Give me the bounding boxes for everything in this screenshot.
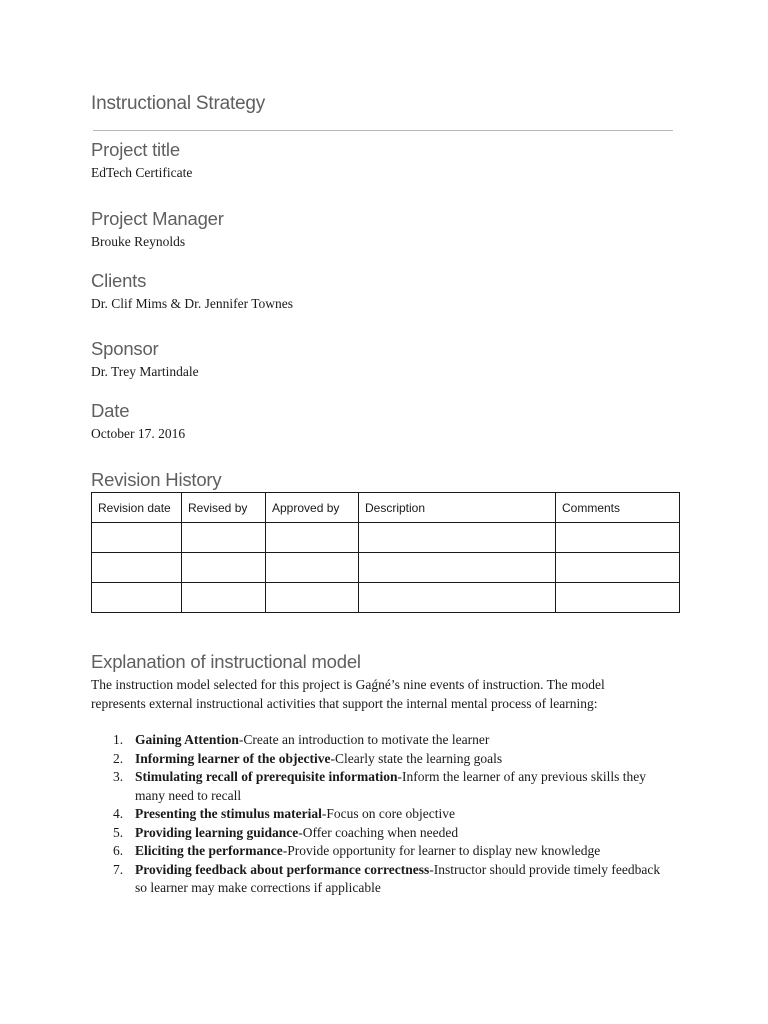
- list-item-description: -Provide opportunity for learner to display new knowledge: [282, 843, 601, 858]
- table-row: [92, 523, 680, 553]
- table-cell: [359, 523, 556, 553]
- column-header-revision-date: Revision date: [92, 493, 182, 523]
- list-item-term: Eliciting the performance: [135, 843, 283, 858]
- instructional-model-intro: The instruction model selected for this project is Gaǵné’s nine events of instruction. The model represents external instructional activities that support the internal mental process of learning:: [91, 677, 605, 711]
- project-manager-value: Brouke Reynolds: [91, 234, 186, 249]
- list-item: [91, 731, 671, 750]
- title-divider: [93, 130, 673, 131]
- table-header-row: [92, 493, 680, 523]
- list-item-number: 7.: [113, 861, 124, 877]
- list-item-description: -Clearly state the learning goals: [330, 750, 503, 766]
- list-item-number: 4.: [113, 806, 124, 821]
- table-cell: [182, 583, 266, 613]
- revision-history-table: [91, 492, 680, 613]
- table-cell: [266, 553, 359, 583]
- project-title-heading: Project title: [91, 139, 180, 160]
- clients-heading: Clients: [91, 270, 147, 291]
- list-item-term: Providing feedback about performance correctness: [135, 861, 430, 877]
- list-item: [91, 805, 671, 824]
- table-cell: [182, 523, 266, 553]
- list-item-term: Stimulating recall of prerequisite information: [135, 769, 398, 784]
- sponsor-heading: Sponsor: [91, 338, 159, 359]
- table-row: [92, 553, 680, 583]
- table-cell: [92, 553, 182, 583]
- list-item-description: -Offer coaching when needed: [298, 824, 459, 840]
- list-item: [91, 842, 671, 861]
- table-cell: [556, 523, 680, 553]
- instructional-model-heading: Explanation of instructional model: [91, 651, 361, 672]
- list-item-number: 1.: [113, 732, 124, 747]
- table-cell: [359, 553, 556, 583]
- list-item: [91, 824, 671, 843]
- list-item-number: 2.: [113, 750, 124, 766]
- table-cell: [182, 553, 266, 583]
- list-item-term: Gaining Attention: [135, 732, 239, 747]
- list-item-number: 6.: [113, 843, 124, 858]
- sponsor-value: Dr. Trey Martindale: [91, 364, 199, 379]
- table-cell: [92, 583, 182, 613]
- revision-history-heading: Revision History: [91, 469, 222, 490]
- list-item-number: 5.: [113, 824, 124, 840]
- column-header-approved-by: Approved by: [266, 493, 359, 523]
- document-title: Instructional Strategy: [91, 93, 266, 114]
- project-title-value: EdTech Certificate: [91, 165, 193, 180]
- nine-events-list: [91, 731, 671, 898]
- list-item-description: -Inform the learner of any previous skills they many need to recall: [135, 769, 647, 803]
- list-item-description: -Create an introduction to motivate the learner: [238, 732, 490, 747]
- list-item-description: -Focus on core objective: [321, 806, 455, 821]
- list-item-number: 3.: [113, 769, 124, 784]
- list-item-term: Presenting the stimulus material: [135, 806, 322, 821]
- list-item: [91, 861, 671, 898]
- project-manager-heading: Project Manager: [91, 208, 224, 229]
- column-header-description: Description: [359, 493, 556, 523]
- clients-value: Dr. Clif Mims & Dr. Jennifer Townes: [91, 296, 294, 311]
- list-item: [91, 768, 671, 805]
- list-item-description: -Instructor should provide timely feedback so learner may make corrections if applicable: [135, 861, 661, 895]
- table-row: [92, 583, 680, 613]
- column-header-revised-by: Revised by: [182, 493, 266, 523]
- list-item: [91, 750, 671, 769]
- date-value: October 17. 2016: [91, 426, 186, 441]
- list-item-term: Providing learning guidance: [135, 824, 299, 840]
- table-cell: [556, 583, 680, 613]
- table-cell: [92, 523, 182, 553]
- list-item-term: Informing learner of the objective: [135, 750, 331, 766]
- table-cell: [266, 583, 359, 613]
- table-cell: [266, 523, 359, 553]
- date-heading: Date: [91, 400, 130, 421]
- column-header-comments: Comments: [556, 493, 680, 523]
- table-cell: [556, 553, 680, 583]
- table-cell: [359, 583, 556, 613]
